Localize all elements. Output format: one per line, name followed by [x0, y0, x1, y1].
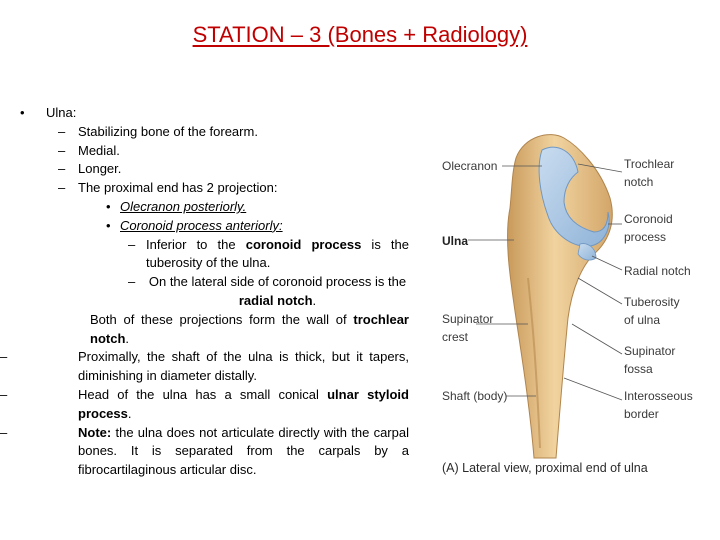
- dash-icon: –: [58, 161, 66, 177]
- dash-icon: –: [0, 386, 8, 402]
- list-item: • Coronoid process anteriorly:: [20, 217, 415, 236]
- label-supinator-crest: Supinator: [442, 312, 494, 326]
- label-supinator-crest: crest: [442, 330, 469, 344]
- list-item: – Medial.: [20, 142, 415, 161]
- label-interosseous-border: border: [624, 407, 659, 421]
- list-item: – The proximal end has 2 projection:: [20, 179, 415, 198]
- list-item: – Stabilizing bone of the forearm.: [20, 123, 415, 142]
- dash-icon: –: [128, 274, 136, 290]
- label-coronoid-process: Coronoid: [624, 212, 673, 226]
- list-item: – Inferior to the coronoid process is the tuberosity of the ulna.: [128, 236, 410, 271]
- label-interosseous-border: Interosseous: [624, 389, 693, 403]
- label-radial-notch: Radial notch: [624, 264, 691, 278]
- bullet-icon: •: [106, 217, 111, 233]
- dash-icon: –: [58, 142, 66, 158]
- label-trochlear-notch: notch: [624, 175, 654, 189]
- label-shaft: Shaft (body): [442, 389, 508, 403]
- list-item: – On the lateral side of coronoid process is the radial notch.: [128, 274, 407, 308]
- list-item: – Note: the ulna does not articulate directly with the carpal bones. It is separated from the carpals by a fibrocartilaginous articular disc.: [0, 424, 409, 478]
- bullet-icon: •: [106, 198, 111, 214]
- figure-caption: (A) Lateral view, proximal end of ulna: [442, 461, 648, 475]
- list-item: • Olecranon posteriorly.: [20, 198, 415, 217]
- dash-icon: –: [58, 180, 66, 196]
- label-tuberosity: Tuberosity: [624, 295, 680, 309]
- dash-icon: –: [58, 123, 66, 139]
- notes-body: [0, 104, 415, 480]
- label-supinator-fossa: Supinator: [624, 344, 676, 358]
- list-item: – Head of the ulna has a small conical ulnar styloid process.: [0, 386, 409, 421]
- list-item: Both of these projections form the wall of trochlear notch.: [90, 311, 409, 346]
- bullet-icon: •: [20, 105, 25, 120]
- list-item: • Ulna:: [20, 104, 415, 123]
- label-tuberosity: of ulna: [624, 313, 661, 327]
- label-olecranon: Olecranon: [442, 159, 498, 173]
- page-title: STATION – 3 (Bones + Radiology): [192, 22, 528, 47]
- label-trochlear-notch: Trochlear: [624, 157, 675, 171]
- dash-icon: –: [0, 349, 8, 365]
- label-ulna: Ulna: [442, 234, 469, 248]
- ulna-figure: [432, 128, 712, 488]
- label-supinator-fossa: fossa: [624, 362, 653, 376]
- list-item: – Proximally, the shaft of the ulna is thick, but it tapers, diminishing in diameter distally.: [0, 349, 409, 384]
- list-item: – Longer.: [20, 160, 415, 179]
- dash-icon: –: [128, 236, 136, 252]
- dash-icon: –: [0, 424, 8, 440]
- label-coronoid-process: process: [624, 230, 667, 244]
